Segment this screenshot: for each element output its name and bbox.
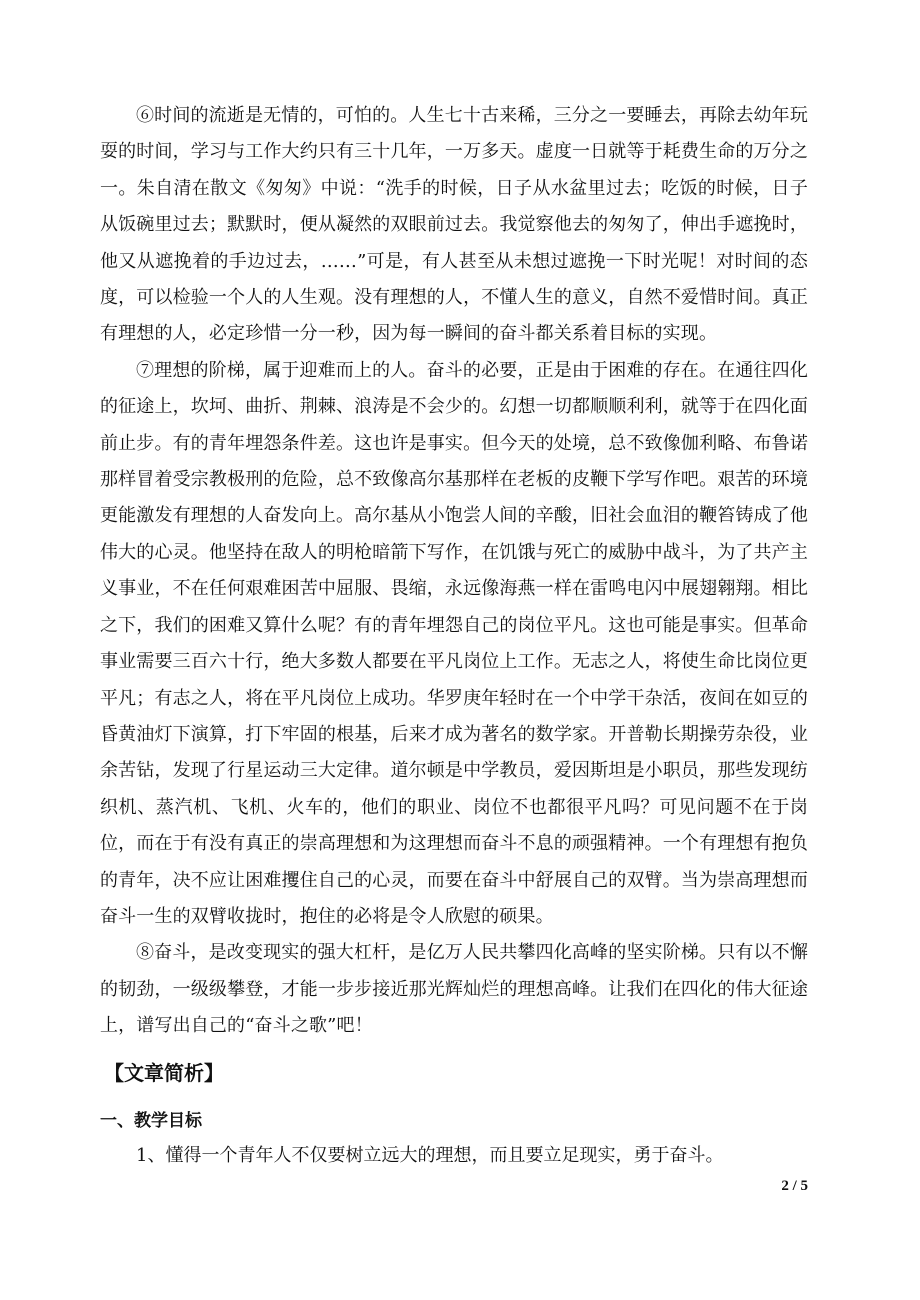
page-number: 2 / 5 xyxy=(781,1178,808,1194)
teaching-goal-item-1: 1、懂得一个青年人不仅要树立远大的理想，而且要立足现实，勇于奋斗。 xyxy=(136,1145,724,1166)
article-body xyxy=(100,98,808,1045)
paragraph-7: ⑦理想的阶梯，属于迎难而上的人。奋斗的必要，正是由于困难的存在。在通往四化的征途上，坎坷、曲折、荆棘、浪涛是不会少的。幻想一切都顺顺利利，就等于在四化面前止步。有的青年埋怨条件差。这也许是事实。但今天的处境，总不致像伽利略、布鲁诺那样冒着受宗教极刑的危险，总不致像高尔基那样在老板的皮鞭下学写作吧。艰苦的环境更能激发有理想的人奋发向上。高尔基从小饱尝人间的辛酸，旧社会血泪的鞭笞铸成了他伟大的心灵。他坚持在敌人的明枪暗箭下写作，在饥饿与死亡的威胁中战斗，为了共产主义事业，不在任何艰难困苦中屈服、畏缩，永远像海燕一样在雷鸣电闪中展翅翱翔。相比之下，我们的困难又算什么呢？有的青年埋怨自己的岗位平凡。这也可能是事实。但革命事业需要三百六十行，绝大多数人都要在平凡岗位上工作。无志之人，将使生命比岗位更平凡；有志之人，将在平凡岗位上成功。华罗庚年轻时在一个中学干杂活，夜间在如豆的昏黄油灯下演算，打下牢固的根基，后来才成为著名的数学家。开普勒长期操劳杂役，业余苦钻，发现了行星运动三大定律。道尔顿是中学教员，爱因斯坦是小职员，那些发现纺织机、蒸汽机、飞机、火车的，他们的职业、岗位不也都很平凡吗？可见问题不在于岗位，而在于有没有真正的崇高理想和为这理想而奋斗不息的顽强精神。一个有理想有抱负的青年，决不应让困难攫住自己的心灵，而要在奋斗中舒展自己的双臂。当为崇高理想而奋斗一生的双臂收拢时，抱住的必将是令人欣慰的硕果。 xyxy=(100,359,808,927)
teaching-goals-heading: 一、教学目标 xyxy=(100,1111,202,1131)
section-title: 【文章简析】 xyxy=(104,1061,224,1085)
paragraph-8: ⑧奋斗，是改变现实的强大杠杆，是亿万人民共攀四化高峰的坚实阶梯。只有以不懈的韧劲，一级级攀登，才能一步步接近那光辉灿烂的理想高峰。让我们在四化的伟大征途上，谱写出自己的“奋斗之歌”吧！ xyxy=(100,942,808,1037)
paragraph-6: ⑥时间的流逝是无情的，可怕的。人生七十古来稀，三分之一要睡去，再除去幼年玩耍的时间，学习与工作大约只有三十几年，一万多天。虚度一日就等于耗费生命的万分之一。朱自清在散文《匆匆》中说：“洗手的时候，日子从水盆里过去；吃饭的时候，日子从饭碗里过去；默默时，便从凝然的双眼前过去。我觉察他去的匆匆了，伸出手遮挽时，他又从遮挽着的手边过去，……”可是，有人甚至从未想过遮挽一下时光呢！对时间的态度，可以检验一个人的人生观。没有理想的人，不懂人生的意义，自然不爱惜时间。真正有理想的人，必定珍惜一分一秒，因为每一瞬间的奋斗都关系着目标的实现。 xyxy=(100,105,808,345)
